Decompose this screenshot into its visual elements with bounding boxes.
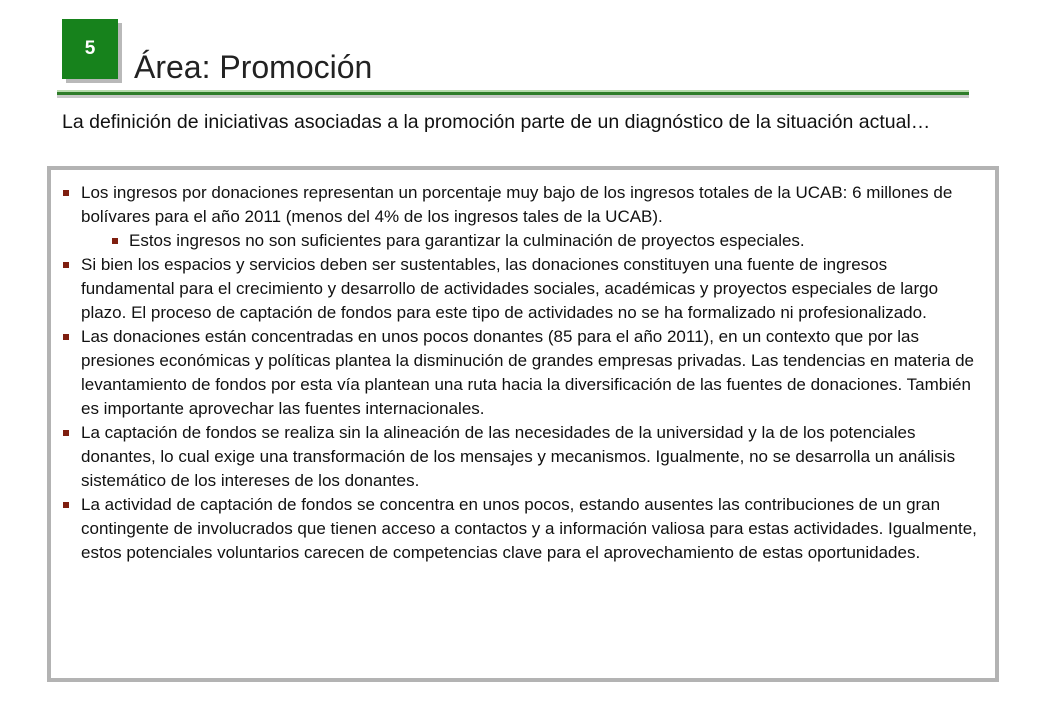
square-bullet-icon bbox=[63, 502, 69, 508]
square-bullet-icon bbox=[63, 430, 69, 436]
bullet-text: Estos ingresos no son suficientes para garantizar la culminación de proyectos especiales. bbox=[129, 231, 805, 250]
bullet-list bbox=[51, 181, 985, 565]
title-divider bbox=[57, 90, 969, 98]
intro-text: La definición de iniciativas asociadas a la promoción parte de un diagnóstico de la situación actual… bbox=[62, 111, 931, 133]
page-title: Área: Promoción bbox=[134, 49, 373, 85]
bullet-text: Los ingresos por donaciones representan un porcentaje muy bajo de los ingresos totales de la UCAB: 6 millones de bolívares para el año 2011 (menos del 4% de los ingresos tales de la UCAB). bbox=[81, 183, 953, 226]
bullet-text: Si bien los espacios y servicios deben ser sustentables, las donaciones constituyen una fuente de ingresos fundamental para el crecimiento y desarrollo de actividades sociales, académicas y proyectos especiales de largo plazo. El proceso de captación de fondos para este tipo de actividades no se ha formalizado ni profesionalizado. bbox=[81, 255, 939, 322]
bullet-text: La captación de fondos se realiza sin la alineación de las necesidades de la universidad y la de los potenciales donantes, lo cual exige una transformación de los mensajes y mecanismos. Igualmente, no se desarrolla un análisis sistemático de los intereses de los donantes. bbox=[81, 423, 956, 490]
sub-bullet-item bbox=[51, 229, 985, 253]
square-bullet-icon bbox=[63, 262, 69, 268]
content-box bbox=[47, 166, 999, 682]
square-bullet-icon bbox=[63, 190, 69, 196]
content-box-inner bbox=[51, 170, 995, 678]
bullet-item bbox=[51, 253, 985, 325]
bullet-text: Las donaciones están concentradas en unos pocos donantes (85 para el año 2011), en un contexto que por las presiones económicas y políticas plantea la disminución de grandes empresas privadas. Las tendencias en materia de levantamiento de fondos por esta vía plantean una ruta hacia la diversificación de las fuentes de donaciones. También es importante aprovechar las fuentes internacionales. bbox=[81, 327, 975, 418]
bullet-item bbox=[51, 181, 985, 229]
square-bullet-icon bbox=[63, 334, 69, 340]
section-number-badge: 5 bbox=[62, 19, 118, 79]
bullet-item bbox=[51, 493, 985, 565]
square-bullet-icon bbox=[112, 238, 118, 244]
bullet-item bbox=[51, 325, 985, 421]
bullet-item bbox=[51, 421, 985, 493]
bullet-text: La actividad de captación de fondos se concentra en unos pocos, estando ausentes las contribuciones de un gran contingente de involucrados que tienen acceso a contactos y a información valiosa para estas actividades. Igualmente, estos potenciales voluntarios carecen de competencias clave para el aprovechamiento de estas oportunidades. bbox=[81, 495, 977, 562]
